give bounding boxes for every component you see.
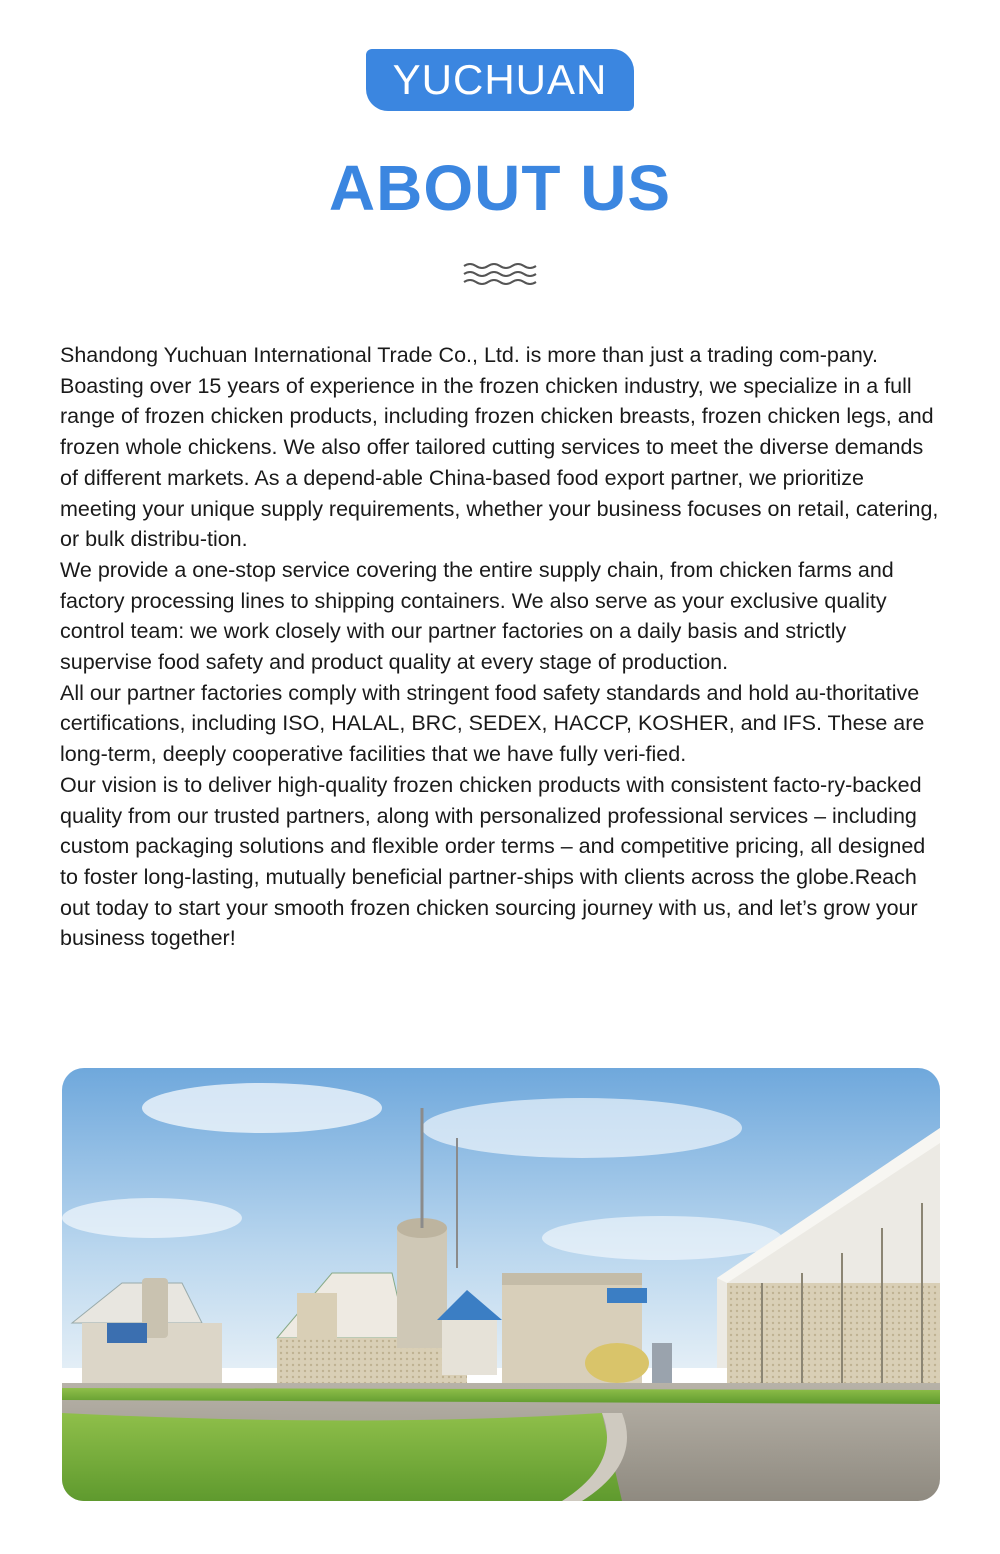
factory-photo xyxy=(62,1068,940,1501)
about-paragraph-1: Shandong Yuchuan International Trade Co., Ltd. is more than just a trading com-pany. Boasting over 15 years of experience in the frozen chicken industry, we specialize in a full range of frozen chicken products, including frozen chicken breasts, frozen chicken legs, and frozen whole chickens. We also offer tailored cutting services to meet the diverse demands of different markets. As a depend-able China-based food export partner, we prioritize meeting your unique supply requirements, whether your business focuses on retail, catering, or bulk distribu-tion. xyxy=(60,343,939,552)
about-paragraph-3: All our partner factories comply with stringent food safety standards and hold au-thoritative certifications, including ISO, HALAL, BRC, SEDEX, HACCP, KOSHER, and IFS. These are long-term, deeply cooperative facilities that we have fully veri-fied. xyxy=(60,680,925,767)
wave-divider-icon xyxy=(463,262,537,286)
about-text xyxy=(60,340,940,954)
about-paragraph-2: We provide a one-stop service covering the entire supply chain, from chicken farms and factory processing lines to shipping containers. We also serve as your exclusive quality control team: we work closely with our partner factories on a daily basis and strictly supervise food safety and product quality at every stage of production. xyxy=(60,557,894,675)
brand-badge: YUCHUAN xyxy=(366,49,634,111)
page-title: ABOUT US xyxy=(328,152,672,224)
about-paragraph-4: Our vision is to deliver high-quality frozen chicken products with consistent facto-ry-backed quality from our trusted partners, along with personalized professional services – including custom packaging solutions and flexible order terms – and competitive pricing, all designed to foster long-lasting, mutually beneficial partner-ships with clients across the globe.Reach out today to start your smooth frozen chicken sourcing journey with us, and let’s grow your business together! xyxy=(60,772,926,951)
